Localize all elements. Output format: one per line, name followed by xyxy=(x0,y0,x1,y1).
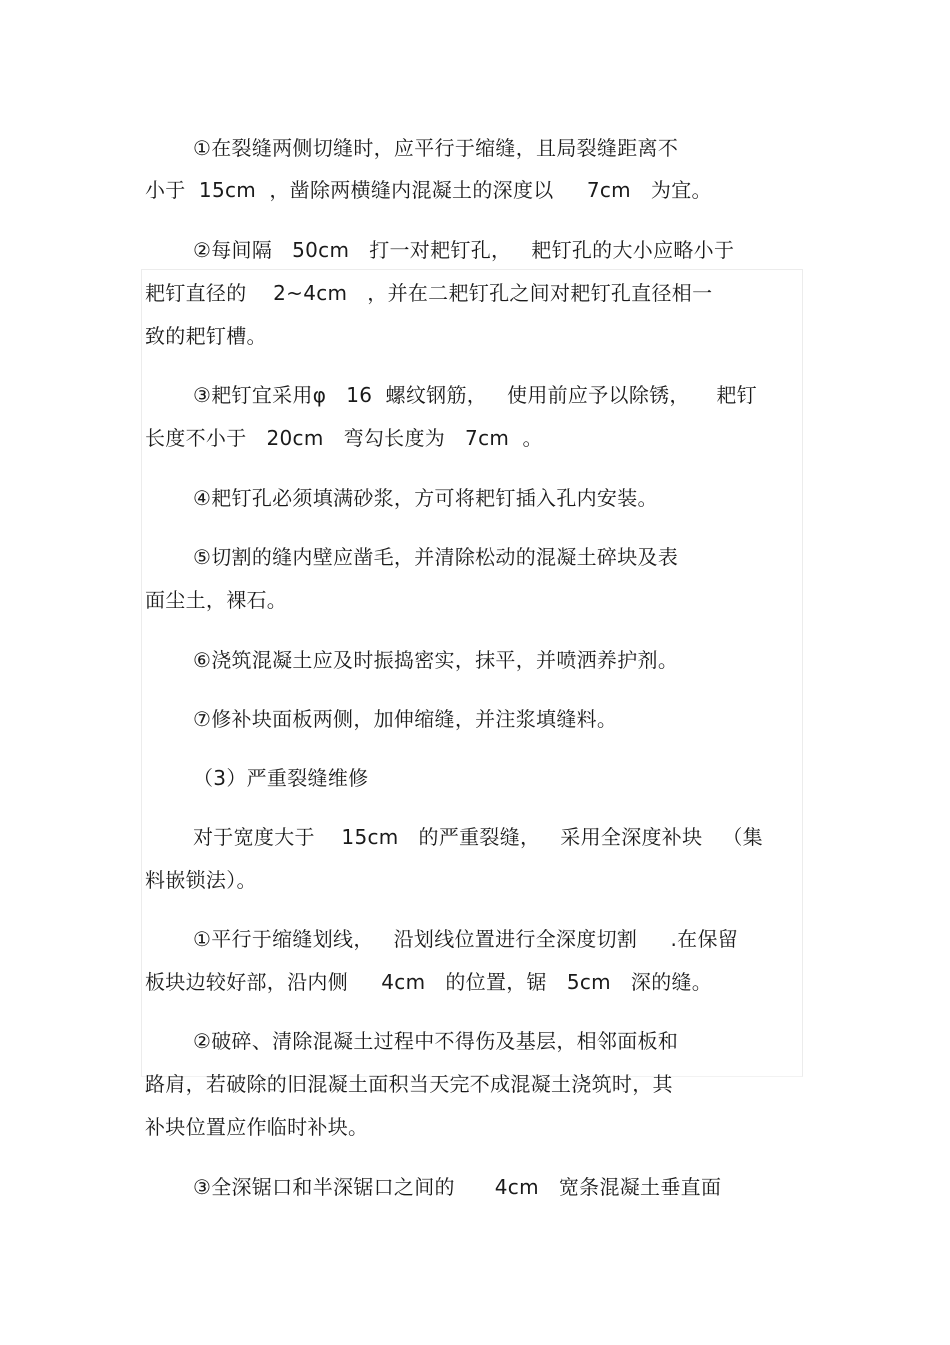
paragraph-3-line-1: ③耙钉宜采用φ 16 螺纹钢筋， 使用前应予以除锈， 耙钉 xyxy=(193,383,757,407)
paragraph-2-line-2: 耙钉直径的 2~4cm ，并在二耙钉孔之间对耙钉孔直径相一 xyxy=(145,281,713,305)
paragraph-4-line-1: ④耙钉孔必须填满砂浆，方可将耙钉插入孔内安装。 xyxy=(193,486,658,510)
paragraph-2-line-3: 致的耙钉槽。 xyxy=(145,324,267,348)
paragraph-10-line-2: 路肩，若破除的旧混凝土面积当天完不成混凝土浇筑时，其 xyxy=(145,1072,673,1096)
paragraph-3-line-2: 长度不小于 20cm 弯勾长度为 7cm 。 xyxy=(145,426,543,450)
paragraph-11-line-1: ③全深锯口和半深锯口之间的 4cm 宽条混凝土垂直面 xyxy=(193,1175,722,1199)
paragraph-6-line-1: ⑥浇筑混凝土应及时振捣密实，抹平，并喷洒养护剂。 xyxy=(193,648,679,672)
paragraph-1-line-1: ①在裂缝两侧切缝时，应平行于缩缝，且局裂缝距离不 xyxy=(193,136,679,160)
paragraph-10-line-1: ②破碎、清除混凝土过程中不得伤及基层，相邻面板和 xyxy=(193,1029,679,1053)
paragraph-9-line-1: ①平行于缩缝划线， 沿划线位置进行全深度切割 .在保留 xyxy=(193,927,739,951)
paragraph-8-line-1: 对于宽度大于 15cm 的严重裂缝， 采用全深度补块 （集 xyxy=(193,825,763,849)
paragraph-5-line-1: ⑤切割的缝内壁应凿毛，并清除松动的混凝土碎块及表 xyxy=(193,545,679,569)
paragraph-10-line-3: 补块位置应作临时补块。 xyxy=(145,1115,369,1139)
section-heading: （3）严重裂缝维修 xyxy=(193,766,369,790)
paragraph-5-line-2: 面尘土，裸石。 xyxy=(145,588,288,612)
paragraph-7-line-1: ⑦修补块面板两侧，加伸缩缝，并注浆填缝料。 xyxy=(193,707,618,731)
paragraph-1-line-2: 小于 15cm ，凿除两横缝内混凝土的深度以 7cm 为宜。 xyxy=(145,178,712,202)
paragraph-8-line-2: 料嵌锁法）。 xyxy=(145,868,257,892)
paragraph-2-line-1: ②每间隔 50cm 打一对耙钉孔， 耙钉孔的大小应略小于 xyxy=(193,238,735,262)
paragraph-9-line-2: 板块边较好部，沿内侧 4cm 的位置，锯 5cm 深的缝。 xyxy=(145,970,713,994)
